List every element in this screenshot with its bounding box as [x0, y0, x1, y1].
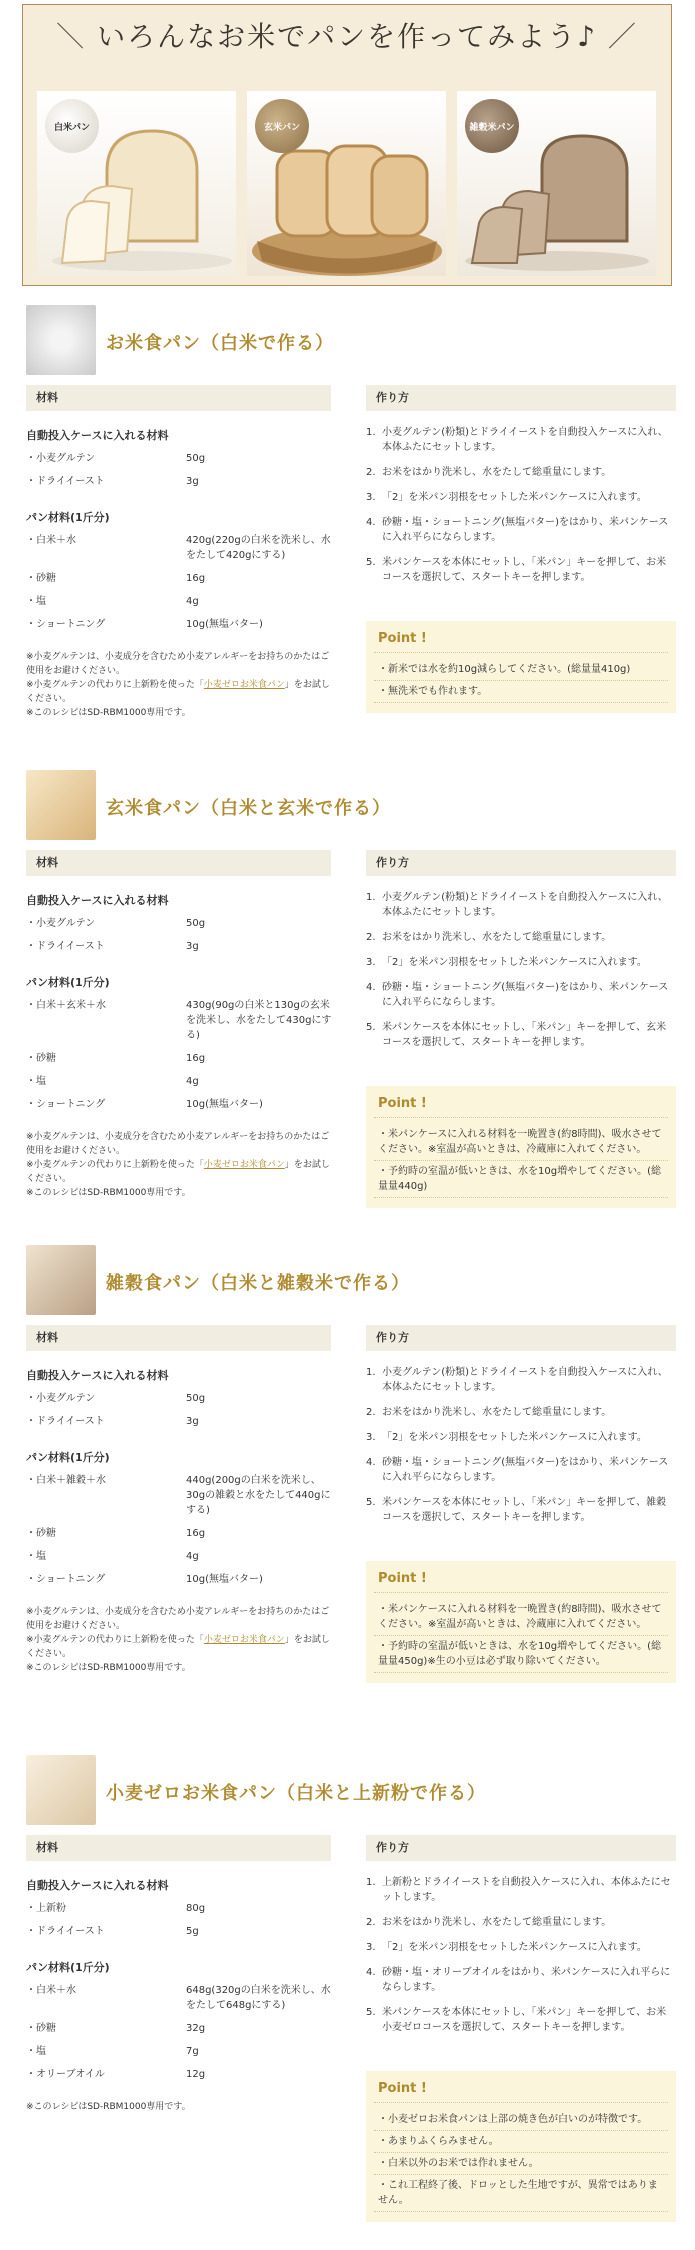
- ingredient-row: [26, 1414, 331, 1429]
- ingredient-amount: 5g: [186, 1926, 199, 1937]
- point-title: Point !: [378, 1571, 427, 1586]
- step-item: 1. 小麦グルテン(粉類)とドライイーストを自動投入ケースに入れ、本体ふたにセットします。: [366, 890, 676, 920]
- slash-right-decor: ／: [607, 20, 638, 53]
- step-item: 5. 米パンケースを本体にセットし、「米パン」キーを押して、雑穀コースを選択して、スタートキーを押します。: [366, 1495, 676, 1525]
- ingredient-row: [26, 617, 331, 632]
- ingredient-name: ・上新粉: [26, 1903, 66, 1914]
- white-rice-bread-photo: [37, 91, 236, 276]
- ingredient-amount: 3g: [186, 941, 199, 952]
- brown-rice-bread-photo: [247, 91, 446, 276]
- step-item: 4. 砂糖・塩・ショートニング(無塩バター)をはかり、米パンケースに入れ平らにならします。: [366, 1455, 676, 1485]
- step-text: 「2」を米パン羽根をセットした米パンケースに入れます。: [382, 492, 647, 503]
- ingredient-amount: 10g(無塩バター): [186, 1099, 263, 1110]
- ingredient-name: ・小麦グルテン: [26, 453, 96, 464]
- note-text-part: ※小麦グルテンの代わりに上新粉を使った「: [26, 680, 204, 690]
- materials-column: [26, 1367, 331, 1675]
- materials-column: [26, 427, 331, 720]
- step-item: 5. 米パンケースを本体にセットし、「米パン」キーを押して、お米小麦ゼロコースを選択して、スタートキーを押します。: [366, 2005, 676, 2035]
- ingredient-amount: 3g: [186, 1416, 199, 1427]
- recipe-section-white-rice: [26, 305, 676, 735]
- step-text: お米をはかり洗米し、水をたして総重量にします。: [382, 1407, 612, 1418]
- ingredient-amount: 16g: [186, 1528, 206, 1539]
- ingredient-name: ・砂糖: [26, 1528, 56, 1539]
- point-box: [366, 621, 676, 713]
- step-item: 4. 砂糖・塩・オリーブオイルをはかり、米パンケースに入れ平らにならします。: [366, 1965, 676, 1995]
- point-item: ・新米では水を約10g減らしてください。(総量量410g): [374, 659, 668, 681]
- point-box: [366, 1561, 676, 1683]
- ingredient-amount: 16g: [186, 573, 206, 584]
- ingredient-row: [26, 1473, 331, 1518]
- step-item: 1. 上新粉とドライイーストを自動投入ケースに入れ、本体ふたにセットします。: [366, 1875, 676, 1905]
- ingredient-row: [26, 916, 331, 931]
- hero-banner: [22, 4, 672, 286]
- step-item: 5. 米パンケースを本体にセットし、「米パン」キーを押して、玄米コースを選択して、スタートキーを押します。: [366, 1020, 676, 1050]
- rice-grains-icon: [26, 305, 96, 375]
- step-text: 小麦グルテン(粉類)とドライイーストを自動投入ケースに入れ、本体ふたにセットします。: [382, 892, 668, 918]
- note-text: ※このレシピはSD-RBM1000専用です。: [26, 1188, 191, 1198]
- point-item: ・無洗米でも作れます。: [374, 681, 668, 703]
- point-box: [366, 1086, 676, 1208]
- method-header: 作り方: [366, 385, 676, 411]
- recipe-section-mixed-grain: [26, 1245, 676, 1695]
- ingredient-row: [26, 1097, 331, 1112]
- ingredient-row: [26, 1526, 331, 1541]
- step-item: 4. 砂糖・塩・ショートニング(無塩バター)をはかり、米パンケースに入れ平らにならします。: [366, 980, 676, 1010]
- ingredient-row: [26, 1983, 331, 2013]
- step-item: 1. 小麦グルテン(粉類)とドライイーストを自動投入ケースに入れ、本体ふたにセットします。: [366, 1365, 676, 1395]
- ingredient-amount: 430g(90gの白米と130gの玄米を洗米し、水をたして430gにする): [186, 1000, 332, 1041]
- note-text-part: 」をお試しください。: [26, 1160, 330, 1184]
- ingredient-row: [26, 1924, 331, 1939]
- note-text: [26, 1158, 331, 1186]
- note-text: ※小麦グルテンは、小麦成分を含むため小麦アレルギーをお持ちのかたはご使用をお避けください。: [26, 652, 330, 676]
- step-text: お米をはかり洗米し、水をたして総重量にします。: [382, 1917, 612, 1928]
- point-item: ・米パンケースに入れる材料を一晩置き(約8時間)、吸水させてください。※室温が高いときは、冷蔵庫に入れてください。: [374, 1599, 668, 1636]
- step-item: 2. お米をはかり洗米し、水をたして総重量にします。: [366, 1407, 612, 1418]
- step-item: 2. お米をはかり洗米し、水をたして総重量にします。: [366, 1917, 612, 1928]
- ingredient-amount: 32g: [186, 2023, 206, 2034]
- point-item: ・小麦ゼロお米食パンは上部の焼き色が白いのが特徴です。: [374, 2109, 668, 2131]
- ingredient-name: ・白米＋水: [26, 1985, 76, 1996]
- point-item: ・米パンケースに入れる材料を一晩置き(約8時間)、吸水させてください。※室温が高いときは、冷蔵庫に入れてください。: [374, 1124, 668, 1161]
- section-title: 小麦ゼロお米食パン（白米と上新粉で作る）: [106, 1783, 486, 1804]
- method-header: 作り方: [366, 1325, 676, 1351]
- section-title: 玄米食パン（白米と玄米で作る）: [106, 798, 391, 819]
- ingredient-amount: 12g: [186, 2069, 206, 2080]
- bread-materials-title: パン材料(1斤分): [26, 1961, 110, 1974]
- ingredient-name: ・砂糖: [26, 1053, 56, 1064]
- notes: [26, 2100, 331, 2114]
- ingredient-name: ・塩: [26, 1076, 46, 1087]
- rice-bread-icon: [26, 1755, 96, 1825]
- step-item: 3. 「2」を米パン羽根をセットした米パンケースに入れます。: [366, 1432, 647, 1443]
- point-item: ・予約時の室温が低いときは、水を10g増やしてください。(総量量440g): [374, 1161, 668, 1198]
- materials-header: 材料: [26, 1835, 331, 1861]
- note-text-part: ※小麦グルテンの代わりに上新粉を使った「: [26, 1635, 204, 1645]
- method-column: [366, 1365, 676, 1667]
- ingredient-amount: 10g(無塩バター): [186, 619, 263, 630]
- point-item: ・白米以外のお米では作れません。: [374, 2153, 668, 2175]
- ingredient-amount: 50g: [186, 453, 206, 464]
- method-column: [366, 425, 676, 697]
- ingredient-name: ・ドライイースト: [26, 1926, 105, 1937]
- step-text: 米パンケースを本体にセットし、「米パン」キーを押して、お米コースを選択して、スタートキーを押します。: [382, 557, 667, 583]
- slash-left-decor: ＼: [56, 20, 87, 53]
- step-item: 3. 「2」を米パン羽根をセットした米パンケースに入れます。: [366, 957, 647, 968]
- step-item: 2. お米をはかり洗米し、水をたして総重量にします。: [366, 932, 612, 943]
- steps-list: [366, 425, 676, 585]
- ingredient-row: [26, 1391, 331, 1406]
- ingredient-row: [26, 939, 331, 954]
- step-text: 「2」を米パン羽根をセットした米パンケースに入れます。: [382, 1432, 647, 1443]
- ingredient-name: ・塩: [26, 596, 46, 607]
- method-column: [366, 1875, 676, 2206]
- ingredient-amount: 4g: [186, 1076, 199, 1087]
- point-list: [374, 2102, 668, 2212]
- banner-title: [23, 15, 671, 55]
- ingredient-name: ・ショートニング: [26, 1574, 106, 1585]
- ingredient-amount: 3g: [186, 476, 199, 487]
- ingredient-amount: 4g: [186, 596, 199, 607]
- ingredient-name: ・小麦グルテン: [26, 918, 96, 929]
- method-header: 作り方: [366, 850, 676, 876]
- step-text: 上新粉とドライイーストを自動投入ケースに入れ、本体ふたにセットします。: [382, 1877, 671, 1903]
- section-header: [26, 1755, 676, 1825]
- ingredient-name: ・砂糖: [26, 573, 56, 584]
- ingredient-row: [26, 2021, 331, 2036]
- step-text: 米パンケースを本体にセットし、「米パン」キーを押して、お米小麦ゼロコースを選択して、スタートキーを押します。: [382, 2007, 667, 2033]
- materials-column: [26, 892, 331, 1200]
- ingredient-row: [26, 1549, 331, 1564]
- note-text-part: 」をお試しください。: [26, 1635, 330, 1659]
- ingredient-name: ・ドライイースト: [26, 1416, 105, 1427]
- banner-title-text: いろんなお米でパンを作ってみよう♪: [97, 20, 597, 53]
- step-text: 小麦グルテン(粉類)とドライイーストを自動投入ケースに入れ、本体ふたにセットします。: [382, 1367, 668, 1393]
- notes: [26, 1130, 331, 1200]
- ingredient-amount: 16g: [186, 1053, 206, 1064]
- note-text: ※小麦グルテンは、小麦成分を含むため小麦アレルギーをお持ちのかたはご使用をお避けください。: [26, 1607, 330, 1631]
- wheat-zero-recipe-link[interactable]: 小麦ゼロお米食パン: [203, 680, 285, 690]
- point-list: [374, 652, 668, 703]
- ingredient-amount: 648g(320gの白米を洗米し、水をたして648gにする): [186, 1985, 331, 2011]
- ingredient-amount: 50g: [186, 918, 206, 929]
- point-list: [374, 1117, 668, 1198]
- step-text: お米をはかり洗米し、水をたして総重量にします。: [382, 932, 612, 943]
- wheat-zero-recipe-link[interactable]: 小麦ゼロお米食パン: [203, 1160, 285, 1170]
- photo-label: 玄米パン: [255, 99, 309, 153]
- section-header: [26, 1245, 676, 1315]
- auto-case-title: 自動投入ケースに入れる材料: [26, 1879, 169, 1892]
- ingredient-row: [26, 998, 331, 1043]
- ingredient-row: [26, 571, 331, 586]
- step-text: 「2」を米パン羽根をセットした米パンケースに入れます。: [382, 957, 647, 968]
- point-list: [374, 1592, 668, 1673]
- ingredient-amount: 10g(無塩バター): [186, 1574, 263, 1585]
- materials-header: 材料: [26, 850, 331, 876]
- point-box: [366, 2071, 676, 2222]
- step-text: 砂糖・塩・ショートニング(無塩バター)をはかり、米パンケースに入れ平らにならします。: [382, 517, 669, 543]
- ingredient-row: [26, 1901, 331, 1916]
- ingredient-amount: 50g: [186, 1393, 206, 1404]
- ingredient-name: ・白米＋水: [26, 535, 76, 546]
- ingredient-name: ・白米＋玄米＋水: [26, 1000, 106, 1011]
- ingredient-name: ・塩: [26, 1551, 46, 1562]
- section-title: お米食パン（白米で作る）: [106, 333, 334, 354]
- ingredient-amount: 420g(220gの白米を洗米し、水をたして420gにする): [186, 535, 331, 561]
- photo-label: 雑穀米パン: [465, 99, 519, 153]
- materials-header: 材料: [26, 385, 331, 411]
- notes: [26, 1605, 331, 1675]
- note-text-part: 」をお試しください。: [26, 680, 330, 704]
- section-header: [26, 770, 676, 840]
- ingredient-row: [26, 594, 331, 609]
- ingredient-row: [26, 2067, 331, 2082]
- step-item: 4. 砂糖・塩・ショートニング(無塩バター)をはかり、米パンケースに入れ平らにならします。: [366, 515, 676, 545]
- ingredient-row: [26, 1074, 331, 1089]
- ingredient-row: [26, 1051, 331, 1066]
- note-text: [26, 1633, 331, 1661]
- materials-column: [26, 1877, 331, 2114]
- section-title: 雑穀食パン（白米と雑穀米で作る）: [106, 1273, 410, 1294]
- method-column: [366, 890, 676, 1192]
- note-text: ※小麦グルテンは、小麦成分を含むため小麦アレルギーをお持ちのかたはご使用をお避けください。: [26, 1132, 330, 1156]
- auto-case-title: 自動投入ケースに入れる材料: [26, 894, 169, 907]
- step-text: 米パンケースを本体にセットし、「米パン」キーを押して、玄米コースを選択して、スタートキーを押します。: [382, 1022, 667, 1048]
- section-header: [26, 305, 676, 375]
- note-text: [26, 678, 331, 706]
- ingredient-name: ・塩: [26, 2046, 46, 2057]
- ingredient-row: [26, 451, 331, 466]
- step-text: 砂糖・塩・ショートニング(無塩バター)をはかり、米パンケースに入れ平らにならします。: [382, 982, 669, 1008]
- auto-case-title: 自動投入ケースに入れる材料: [26, 1369, 169, 1382]
- ingredient-name: ・砂糖: [26, 2023, 56, 2034]
- steps-list: [366, 890, 676, 1050]
- bread-materials-title: パン材料(1斤分): [26, 511, 110, 524]
- ingredient-amount: 440g(200gの白米を洗米し、30gの雑穀と水をたして440gにする): [186, 1475, 331, 1516]
- materials-header: 材料: [26, 1325, 331, 1351]
- bread-materials-title: パン材料(1斤分): [26, 1451, 110, 1464]
- steps-list: [366, 1875, 676, 2035]
- mixed-grain-bread-photo: [457, 91, 656, 276]
- step-text: 砂糖・塩・ショートニング(無塩バター)をはかり、米パンケースに入れ平らにならします。: [382, 1457, 669, 1483]
- step-item: 5. 米パンケースを本体にセットし、「米パン」キーを押して、お米コースを選択して、スタートキーを押します。: [366, 555, 676, 585]
- point-item: ・あまりふくらみません。: [374, 2131, 668, 2153]
- ingredient-name: ・ドライイースト: [26, 476, 105, 487]
- step-text: 「2」を米パン羽根をセットした米パンケースに入れます。: [382, 1942, 647, 1953]
- step-text: 小麦グルテン(粉類)とドライイーストを自動投入ケースに入れ、本体ふたにセットします。: [382, 427, 668, 453]
- ingredient-name: ・白米＋雑穀＋水: [26, 1475, 106, 1486]
- point-item: ・これ工程終了後、ドロッとした生地ですが、異常ではありません。: [374, 2175, 668, 2212]
- point-title: Point !: [378, 631, 427, 646]
- ingredient-row: [26, 474, 331, 489]
- ingredient-name: ・小麦グルテン: [26, 1393, 96, 1404]
- ingredient-name: ・ドライイースト: [26, 941, 105, 952]
- mixed-grain-bread-icon: [26, 1245, 96, 1315]
- ingredient-name: ・ショートニング: [26, 619, 106, 630]
- ingredient-amount: 80g: [186, 1903, 206, 1914]
- steps-list: [366, 1365, 676, 1525]
- ingredient-amount: 4g: [186, 1551, 199, 1562]
- recipe-section-wheat-zero: [26, 1755, 676, 2235]
- step-item: 2. お米をはかり洗米し、水をたして総重量にします。: [366, 467, 612, 478]
- method-header: 作り方: [366, 1835, 676, 1861]
- step-item: 3. 「2」を米パン羽根をセットした米パンケースに入れます。: [366, 1942, 647, 1953]
- wheat-zero-recipe-link[interactable]: 小麦ゼロお米食パン: [203, 1635, 285, 1645]
- auto-case-title: 自動投入ケースに入れる材料: [26, 429, 169, 442]
- point-title: Point !: [378, 1096, 427, 1111]
- note-text: ※このレシピはSD-RBM1000専用です。: [26, 2102, 191, 2112]
- step-item: 3. 「2」を米パン羽根をセットした米パンケースに入れます。: [366, 492, 647, 503]
- bread-materials-title: パン材料(1斤分): [26, 976, 110, 989]
- recipe-section-brown-rice: [26, 770, 676, 1200]
- step-item: 1. 小麦グルテン(粉類)とドライイーストを自動投入ケースに入れ、本体ふたにセットします。: [366, 425, 676, 455]
- photo-label: 白米パン: [45, 99, 99, 153]
- brown-bread-icon: [26, 770, 96, 840]
- ingredient-row: [26, 1572, 331, 1587]
- note-text: ※このレシピはSD-RBM1000専用です。: [26, 1663, 191, 1673]
- ingredient-name: ・ショートニング: [26, 1099, 106, 1110]
- notes: [26, 650, 331, 720]
- step-text: 米パンケースを本体にセットし、「米パン」キーを押して、雑穀コースを選択して、スタートキーを押します。: [382, 1497, 667, 1523]
- ingredient-name: ・オリーブオイル: [26, 2069, 105, 2080]
- ingredient-row: [26, 2044, 331, 2059]
- step-text: 砂糖・塩・オリーブオイルをはかり、米パンケースに入れ平らにならします。: [382, 1967, 671, 1993]
- point-title: Point !: [378, 2081, 427, 2096]
- step-text: お米をはかり洗米し、水をたして総重量にします。: [382, 467, 612, 478]
- note-text-part: ※小麦グルテンの代わりに上新粉を使った「: [26, 1160, 204, 1170]
- ingredient-amount: 7g: [186, 2046, 199, 2057]
- ingredient-row: [26, 533, 331, 563]
- note-text: ※このレシピはSD-RBM1000専用です。: [26, 708, 191, 718]
- point-item: ・予約時の室温が低いときは、水を10g増やしてください。(総量量450g)※生の小豆は必ず取り除いてください。: [374, 1636, 668, 1673]
